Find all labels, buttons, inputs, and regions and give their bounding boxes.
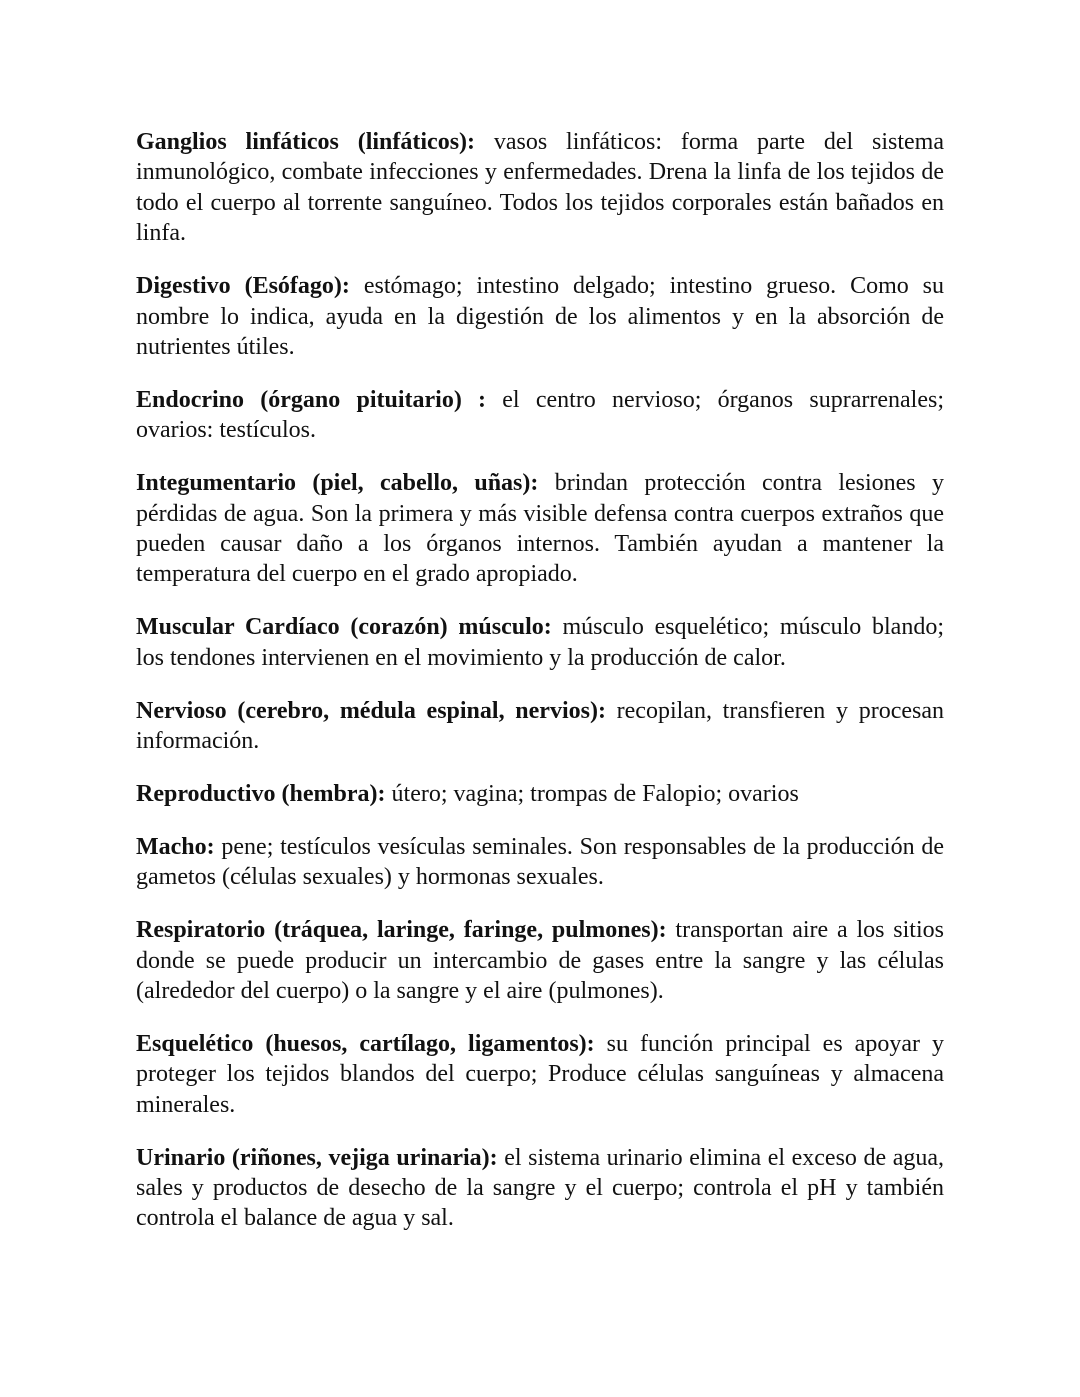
paragraph-text: su función principal es apoyar y proteger los tejidos blandos del cuerpo; Produce células sanguíneas y almacena minerales. [136, 1030, 944, 1118]
paragraph-heading: Integumentario (piel, cabello, uñas): [136, 470, 539, 497]
paragraph-text: útero; vagina; trompas de Falopio; ovarios [385, 780, 799, 807]
paragraph-text: el centro nervioso; órganos suprarrenales; ovarios: testículos. [136, 386, 944, 444]
paragraph-heading: Nervioso (cerebro, médula espinal, nervios): [136, 697, 606, 724]
paragraph-heading: Muscular Cardíaco (corazón) músculo: [136, 614, 552, 641]
paragraph-text: pene; testículos vesículas seminales. Son responsables de la producción de gametos (células sexuales) y hormonas sexuales. [136, 833, 944, 891]
paragraph-heading: Reproductivo (hembra): [136, 780, 386, 807]
paragraph-reproductive-male [136, 832, 944, 893]
paragraph-text: brindan protección contra lesiones y pérdidas de agua. Son la primera y más visible defensa contra cuerpos extraños que pueden causar daño a los órganos internos. También ayudan a mantener la temperatura del cuerpo en el grado apropiado. [136, 470, 944, 588]
paragraph-text: estómago; intestino delgado; intestino grueso. Como su nombre lo indica, ayuda en la digestión de los alimentos y en la absorción de nutrientes útiles. [136, 273, 945, 360]
paragraph-heading: Digestivo (Esófago): [136, 273, 350, 300]
paragraph-heading: Macho: [136, 833, 215, 860]
paragraph-reproductive-female [136, 779, 944, 809]
paragraph-lymphatic [136, 127, 944, 249]
paragraph-heading: Esquelético (huesos, cartílago, ligamentos): [136, 1030, 595, 1057]
paragraph-skeletal [136, 1029, 944, 1120]
paragraph-heading: Ganglios linfáticos (linfáticos): [136, 129, 476, 155]
paragraph-heading: Urinario (riñones, vejiga urinaria): [136, 1144, 498, 1171]
paragraph-muscular [136, 612, 944, 673]
paragraph-respiratory [136, 915, 944, 1006]
paragraph-digestive [136, 271, 944, 362]
paragraph-heading: Endocrino (órgano pituitario) : [136, 386, 487, 413]
paragraph-heading: Respiratorio (tráquea, laringe, faringe, pulmones): [136, 917, 667, 944]
paragraph-text: transportan aire a los sitios donde se puede producir un intercambio de gases entre la sangre y las células (alrededor del cuerpo) o la sangre y el aire (pulmones). [136, 917, 944, 1004]
paragraph-urinary [136, 1143, 944, 1234]
document-page [136, 127, 944, 1256]
paragraph-endocrine [136, 385, 944, 446]
paragraph-text: vasos linfáticos: forma parte del sistema inmunológico, combate infecciones y enfermedades. Drena la linfa de los tejidos de todo el cuerpo al torrente sanguíneo. Todos los tejidos corporales están bañados en linfa. [136, 129, 945, 247]
paragraph-text: el sistema urinario elimina el exceso de agua, sales y productos de desecho de la sangre y el cuerpo; controla el pH y también controla el balance de agua y sal. [136, 1144, 944, 1232]
paragraph-nervous [136, 696, 944, 757]
paragraph-integumentary [136, 468, 944, 590]
paragraph-text: músculo esquelético; músculo blando; los tendones intervienen en el movimiento y la producción de calor. [136, 614, 944, 671]
paragraph-text: recopilan, transfieren y procesan información. [136, 697, 944, 754]
